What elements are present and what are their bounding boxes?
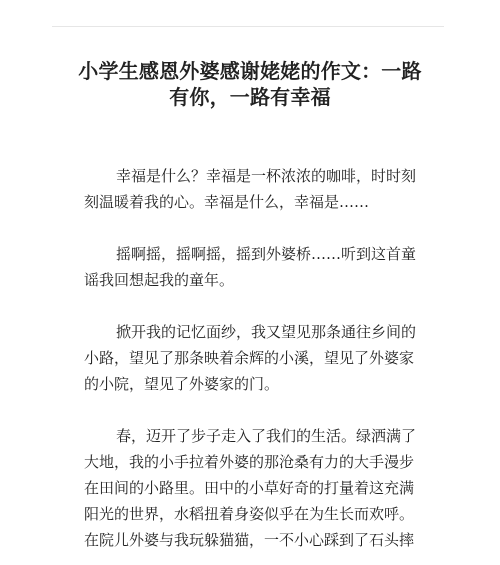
header-divider <box>52 26 444 27</box>
document-title <box>62 58 438 110</box>
paragraph: 摇啊摇，摇啊摇，摇到外婆桥……听到这首童谣我回想起我的童年。 <box>84 245 417 289</box>
document-body <box>84 163 424 565</box>
title-line-1: 小学生感恩外婆感谢姥姥的作文：一路 <box>78 59 422 83</box>
paragraph: 掀开我的记忆面纱，我又望见那条通往乡间的小路，望见了那条映着余辉的小溪，望见了外婆家的小院，望见了外婆家的门。 <box>84 323 417 393</box>
title-line-2: 有你，一路有幸福 <box>169 85 331 109</box>
paragraph: 幸福是什么？幸福是一杯浓浓的咖啡，时时刻刻温暖着我的心。幸福是什么，幸福是…… <box>84 167 417 211</box>
paragraph: 春，迈开了步子走入了我们的生活。绿洒满了大地，我的小手拉着外婆的那沧桑有力的大手漫步在田间的小路里。田中的小草好奇的打量着这充满阳光的世界，水稻扭着身姿似乎在为生长而欢呼。在院儿外婆与我玩躲猫猫，一不小心踩到了石头摔 <box>84 427 417 549</box>
